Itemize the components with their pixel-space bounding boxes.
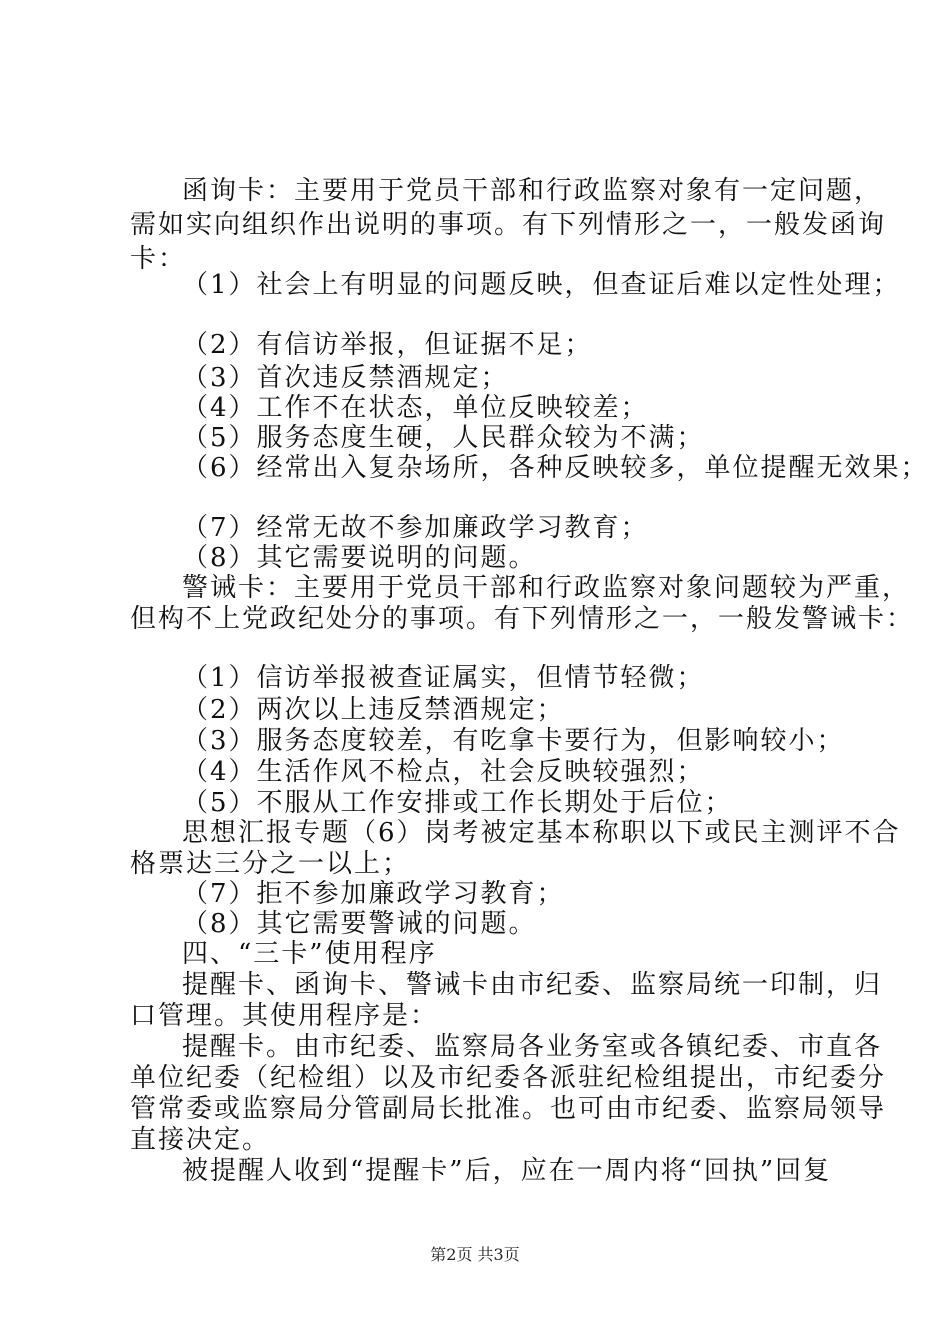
text-line: （8）其它需要警诫的问题。 bbox=[182, 909, 537, 939]
text-line: （2）有信访举报，但证据不足； bbox=[182, 330, 593, 360]
text-line: 直接决定。 bbox=[130, 1125, 271, 1155]
text-line: 函询卡：主要用于党员干部和行政监察对象有一定问题， bbox=[182, 176, 883, 206]
text-line: （5）服务态度生硬，人民群众较为不满； bbox=[182, 423, 705, 453]
text-line: 提醒卡、函询卡、警诫卡由市纪委、监察局统一印制，归 bbox=[182, 970, 883, 1000]
text-line: （5）不服从工作安排或工作长期处于后位； bbox=[182, 788, 733, 818]
text-line: （4）工作不在状态，单位反映较差； bbox=[182, 393, 649, 423]
text-line: （1）信访举报被查证属实，但情节轻微； bbox=[182, 663, 705, 693]
text-line: （2）两次以上违反禁酒规定； bbox=[182, 695, 565, 725]
text-line: 单位纪委（纪检组）以及市纪委各派驻纪检组提出，市纪委分 bbox=[130, 1063, 887, 1093]
text-line: 提醒卡。由市纪委、监察局各业务室或各镇纪委、市直各 bbox=[182, 1032, 883, 1062]
text-line: 警诫卡：主要用于党员干部和行政监察对象问题较为严重， bbox=[182, 573, 911, 603]
section-heading: 四、“三卡”使用程序 bbox=[182, 939, 437, 969]
text-line: 管常委或监察局分管副局长批准。也可由市纪委、监察局领导 bbox=[130, 1094, 887, 1124]
text-line: （6）经常出入复杂场所，各种反映较多，单位提醒无效果； bbox=[182, 453, 929, 483]
text-line: （8）其它需要说明的问题。 bbox=[182, 543, 537, 573]
text-line: 但构不上党政纪处分的事项。有下列情形之一，一般发警诫卡： bbox=[130, 604, 915, 634]
text-line: （3）首次违反禁酒规定； bbox=[182, 363, 509, 393]
text-line: 口管理。其使用程序是： bbox=[130, 1001, 439, 1031]
page-number-footer: 第2页 共3页 bbox=[430, 1245, 520, 1264]
text-line: （7）经常无故不参加廉政学习教育； bbox=[182, 513, 649, 543]
text-line: （1）社会上有明显的问题反映，但查证后难以定性处理； bbox=[182, 270, 901, 300]
text-line: （7）拒不参加廉政学习教育； bbox=[182, 879, 565, 909]
text-line: 需如实向组织作出说明的事项。有下列情形之一，一般发函询 bbox=[130, 210, 887, 240]
text-line: （4）生活作风不检点，社会反映较强烈； bbox=[182, 757, 705, 787]
text-line: 思想汇报专题（6）岗考被定基本称职以下或民主测评不合 bbox=[182, 818, 901, 848]
text-line: 卡： bbox=[130, 244, 187, 274]
text-line: （3）服务态度较差，有吃拿卡要行为，但影响较小； bbox=[182, 726, 845, 756]
text-line: 格票达三分之一以上； bbox=[130, 849, 411, 879]
text-line: 被提醒人收到“提醒卡”后，应在一周内将“回执”回复 bbox=[182, 1156, 832, 1186]
